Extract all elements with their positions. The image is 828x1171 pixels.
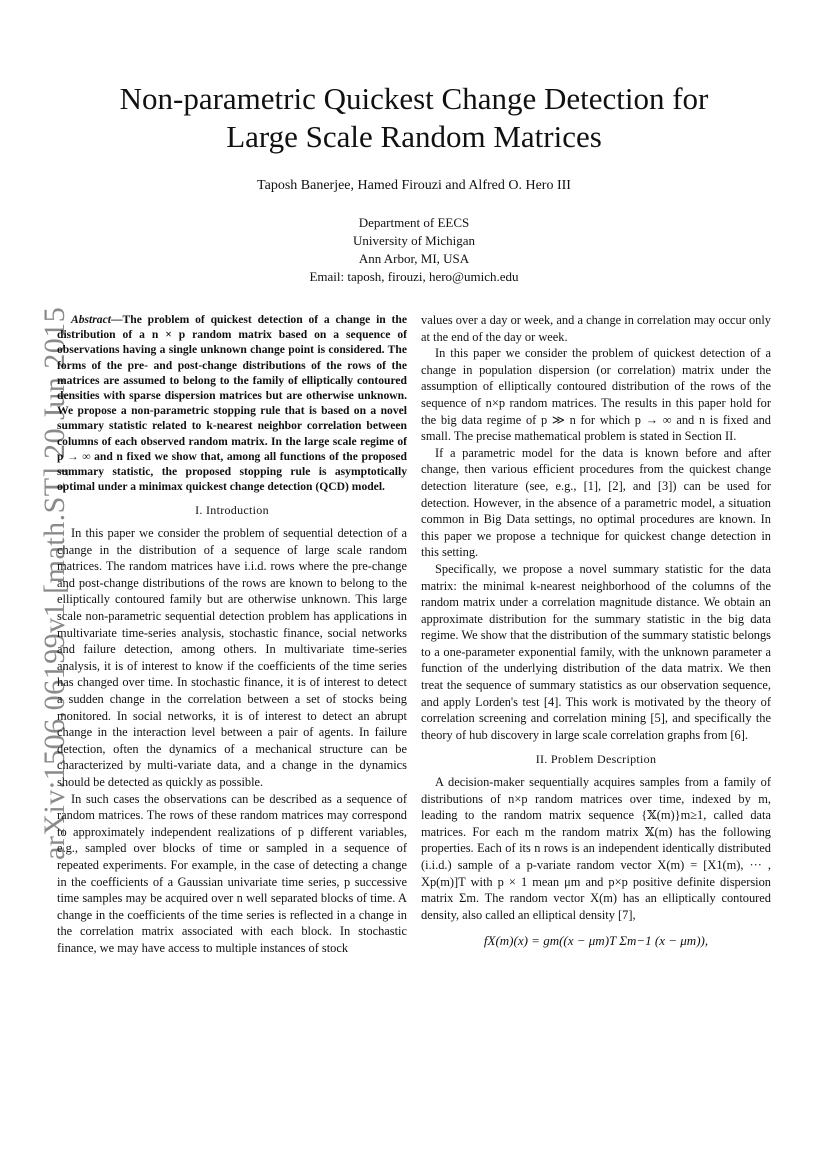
paragraph: In this paper we consider the problem of quickest detection of a change in population dispersion (or correlation) matrix under the assumption of elliptically contoured distribution of the rows of the sequence of n×p random matrices. The results in this paper hold for the big data regime of p ≫ n for which p → ∞ and n is fixed and small. The precise mathematical problem is stated in Section II. <box>421 346 771 444</box>
abstract-text: —The problem of quickest detection of a change in the distribution of a n × p random matrix based on a sequence of observations having a single unknown change point is considered. The forms of the pre- and post-change distributions of the rows of the matrices are assumed to belong to the family of elliptically contoured densities with sparse dispersion matrices but are otherwise unknown. We propose a non-parametric stopping rule that is based on a novel summary statistic related to k-nearest neighbor correlation between columns of each observed random matrix. In the large scale regime of p → ∞ and n fixed we show that, among all functions of the proposed summary statistic, the proposed stopping rule is asymptotically optimal under a minimax quickest change detection (QCD) model. <box>57 313 407 494</box>
paragraph: In this paper we consider the problem of sequential detection of a change in the distribution of a sequence of large scale random matrices. The random matrices have i.i.d. rows where the pre-change and post-change distributions of the rows are known to belong to the elliptically contoured family but are otherwise unknown. This large scale non-parametric sequential detection problem has applications in multivariate time-series analysis, stochastic finance, social networks and failure detection, among others. In multivariate time-series analysis, it is of interest to know if the coefficients of the time series has changed over time. In stochastic finance, it is of interest to detect a sudden change in the correlation between a set of stocks being monitored. In social networks, it is of interest to detect an abrupt change in the interaction level between a pair of agents. In failure detection, often the dynamics of a mechanical structure can be characterized by multi-variate data, and a change in the dynamics should be detected as quickly as possible. <box>57 526 407 789</box>
affiliation-line: University of Michigan <box>352 233 476 248</box>
paragraph: In such cases the observations can be described as a sequence of random matrices. The rows of these random matrices may correspond to approximately independent realizations of p different variables, e.g., sampled over blocks of time or sampled in a sequence of repeated experiments. For example, in the case of detecting a change in the coefficients of a Gaussian univariate time series, p successive time samples may be acquired over n well separated blocks of time. A change in the coefficients of the time series is reflected in a change in the correlation matrix associated with each block. In stochastic finance, we may have access to multiple instances of stock <box>57 791 407 955</box>
paper-title <box>60 80 768 156</box>
paragraph: A decision-maker sequentially acquires samples from a family of distributions of n×p random matrices over time, indexed by m, leading to the random matrix sequence {𝕏(m)}m≥1, called data matrices. For each m the random matrix 𝕏(m) has the following properties. Each of its n rows is an independent identically distributed (i.i.d.) sample of a p-variate random vector X(m) = [X1(m), ··· , Xp(m)]T with p × 1 mean μm and p×p positive definite dispersion matrix Σm. The random vector X(m) has an elliptically contoured density, also called an elliptical density [7], <box>421 775 771 922</box>
authors: Taposh Banerjee, Hamed Firouzi and Alfred O. Hero III <box>257 178 571 193</box>
paragraph: If a parametric model for the data is known before and after change, then various efficient procedures from the quickest change detection literature (see, e.g., [1], [2], and [3]) can be used for detection. However, in the absence of a parametric model, a situation common in Big Data settings, no optimal procedures are known. In this paper we propose a technique for quickest change detection in this setting. <box>421 445 771 560</box>
affiliation-line: Department of EECS <box>358 215 470 230</box>
paragraph: Specifically, we propose a novel summary statistic for the data matrix: the minimal k-nearest neighborhood of the columns of the random matrix under a correlation magnitude distance. We obtain an approximate distribution for the summary statistic in the big data regime. We show that the distribution of the summary statistic belongs to a one-parameter exponential family, with the unknown parameter a function of the underlying distribution of the data matrix. We then treat the sequence of summary statistics as our observation sequence, and apply Lorden's test [4]. This work is motivated by the theory of correlation screening and correlation mining [5], and specifically the theory of hub discovery in large scale correlation graphs from [6]. <box>421 561 771 742</box>
title-line-1: Non-parametric Quickest Change Detection for <box>119 81 709 116</box>
affiliation-line: Email: taposh, firouzi, hero@umich.edu <box>309 269 519 284</box>
section-heading-problem-description: II. Problem Description <box>535 752 657 767</box>
affiliation-line: Ann Arbor, MI, USA <box>358 251 470 266</box>
affiliation <box>60 214 768 286</box>
abstract <box>57 312 407 494</box>
right-column <box>421 312 771 950</box>
paragraph: values over a day or week, and a change in correlation may occur only at the end of the day or week. <box>421 313 771 344</box>
arxiv-sidebar <box>0 0 71 1171</box>
equation: fX(m)(x) = gm((x − μm)T Σm−1 (x − μm)), <box>483 933 709 949</box>
title-line-2: Large Scale Random Matrices <box>226 119 602 154</box>
abstract-lead: Abstract <box>71 313 111 326</box>
section-heading-introduction: I. Introduction <box>195 503 269 518</box>
arxiv-identifier: arXiv:1506.06199v1 [math.ST] 20 Jun 2015 <box>38 306 71 860</box>
left-column <box>57 312 407 956</box>
